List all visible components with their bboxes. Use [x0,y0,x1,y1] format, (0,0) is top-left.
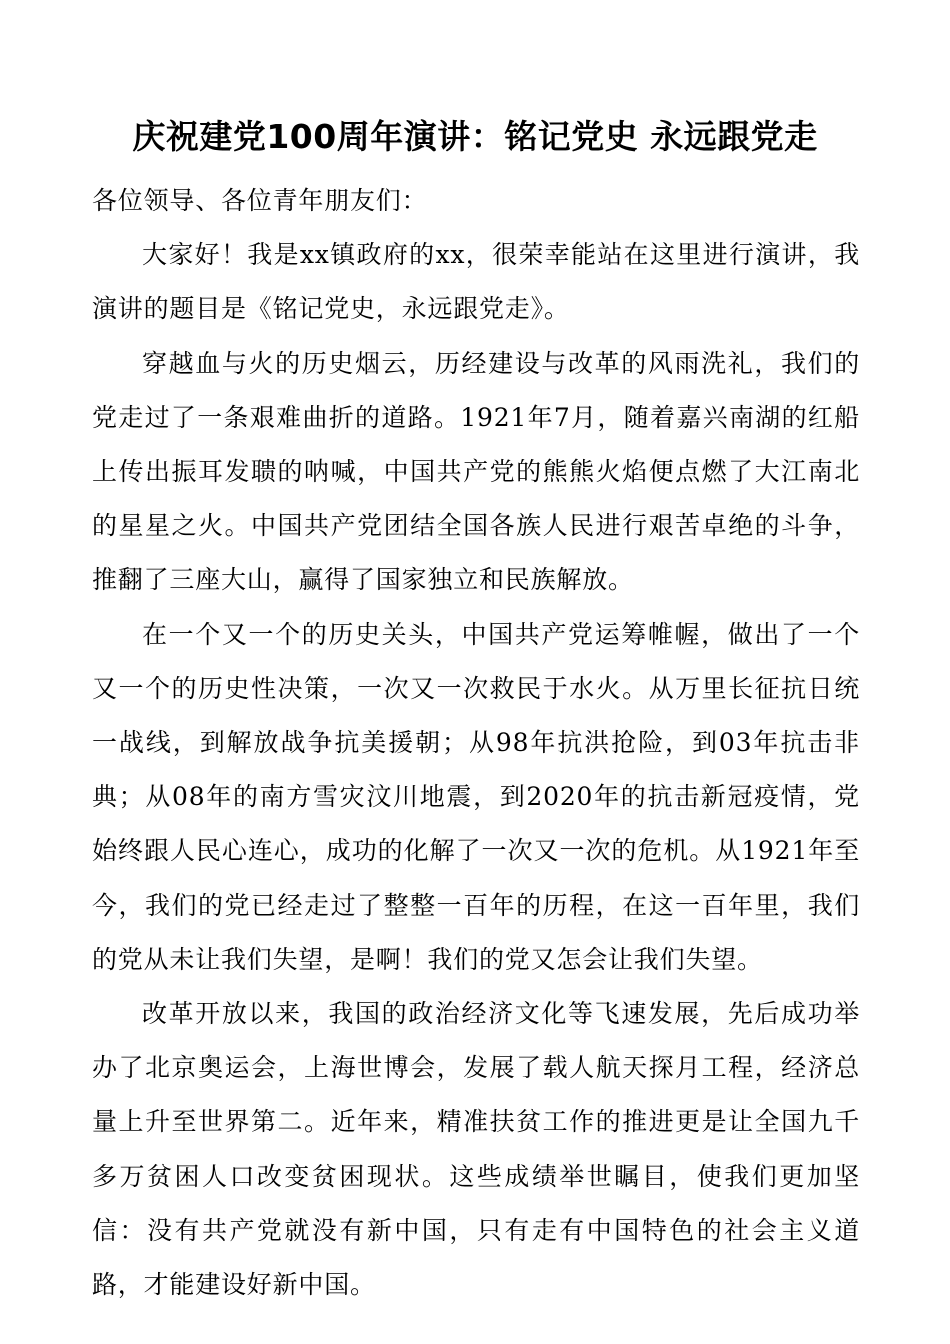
document-body [92,174,860,1312]
paragraph-greeting: 大家好！我是xx镇政府的xx，很荣幸能站在这里进行演讲，我演讲的题目是《铭记党史，永远跟党走》。 [92,240,860,324]
paragraph-decisions: 在一个又一个的历史关头，中国共产党运筹帷幄，做出了一个又一个的历史性决策，一次又一次救民于水火。从万里长征抗日统一战线，到解放战争抗美援朝；从98年抗洪抢险，到03年抗击非典；从08年的南方雪灾汶川地震，到2020年的抗击新冠疫情，党始终跟人民心连心，成功的化解了一次又一次的危机。从1921年至今，我们的党已经走过了整整一百年的历程，在这一百年里，我们的党从未让我们失望，是啊！我们的党又怎会让我们失望。 [92,619,860,974]
paragraph-history: 穿越血与火的历史烟云，历经建设与改革的风雨洗礼，我们的党走过了一条艰难曲折的道路。1921年7月，随着嘉兴南湖的红船上传出振耳发聩的呐喊，中国共产党的熊熊火焰便点燃了大江南北的星星之火。中国共产党团结全国各族人民进行艰苦卓绝的斗争，推翻了三座大山，赢得了国家独立和民族解放。 [92,348,860,595]
document-title: 庆祝建党100周年演讲：铭记党史 永远跟党走 [132,117,818,156]
paragraph-reform: 改革开放以来，我国的政治经济文化等飞速发展，先后成功举办了北京奥运会，上海世博会，发展了载人航天探月工程，经济总量上升至世界第二。近年来，精准扶贫工作的推进更是让全国九千多万贫困人口改变贫困现状。这些成绩举世瞩目，使我们更加坚信：没有共产党就没有新中国，只有走有中国特色的社会主义道路，才能建设好新中国。 [92,999,860,1300]
salutation: 各位领导、各位青年朋友们： [92,186,428,215]
